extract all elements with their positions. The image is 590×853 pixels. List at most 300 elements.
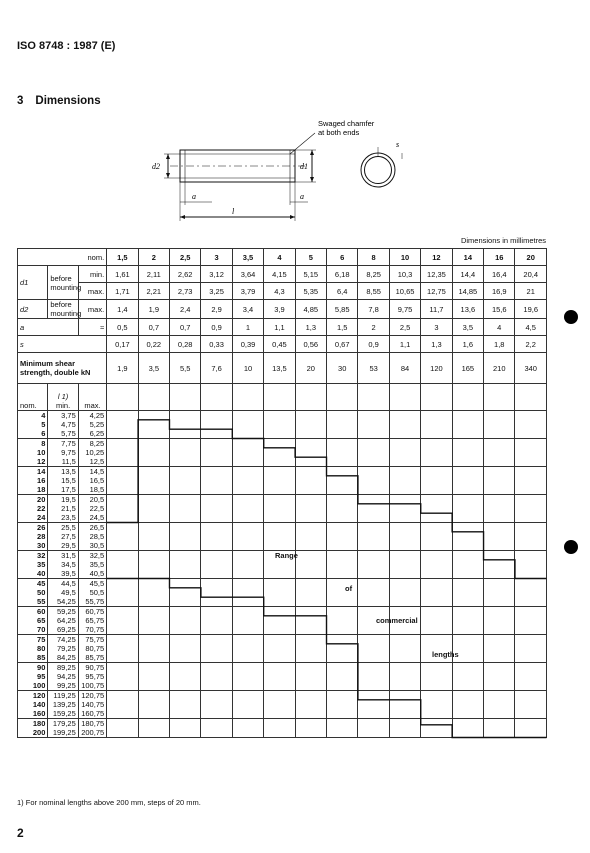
a-cell: 4,5 xyxy=(515,319,547,336)
length-min-value: 49,5 xyxy=(61,588,76,597)
range-cell xyxy=(201,635,232,663)
range-cell xyxy=(169,719,200,738)
range-cell xyxy=(327,495,358,523)
range-cell xyxy=(138,691,169,719)
length-max-value: 18,5 xyxy=(89,485,105,494)
range-cell xyxy=(421,411,452,439)
length-min-cell xyxy=(48,635,78,663)
shear-cell: 210 xyxy=(484,353,515,384)
length-min-value: 119,25 xyxy=(53,691,76,700)
length-nom-value: 60 xyxy=(37,607,46,616)
length-max-cell xyxy=(78,579,106,607)
footnote: 1) For nominal lengths above 200 mm, steps of 20 mm. xyxy=(17,798,201,807)
d1-min-cell: 10,3 xyxy=(389,266,420,283)
a-cell: 0,7 xyxy=(138,319,169,336)
s-cell: 0,22 xyxy=(138,336,169,353)
nominal-size-cell: 10 xyxy=(389,249,420,266)
length-max-value: 180,75 xyxy=(81,719,105,728)
range-cell xyxy=(484,439,515,467)
length-nom-value: 32 xyxy=(37,551,46,560)
dimensions-table xyxy=(17,248,547,738)
length-nom-value: 45 xyxy=(37,579,46,588)
empty-cell xyxy=(421,384,452,411)
range-cell xyxy=(201,551,232,579)
range-cell xyxy=(264,719,295,738)
length-min-value: 25,5 xyxy=(61,523,76,532)
nominal-size-cell: 8 xyxy=(358,249,389,266)
length-min-value: 139,25 xyxy=(52,700,76,709)
length-max-value: 90,75 xyxy=(85,663,105,672)
range-cell xyxy=(264,495,295,523)
length-group-row xyxy=(18,467,547,495)
a-approx: ≈ xyxy=(78,319,106,336)
range-cell xyxy=(327,411,358,439)
range-cell xyxy=(515,523,547,551)
length-max-value: 26,5 xyxy=(89,523,105,532)
range-cell xyxy=(389,467,420,495)
d1-max-cell: 2,73 xyxy=(169,283,200,300)
length-max-value: 40,5 xyxy=(89,569,105,578)
d2-max-cell: 13,6 xyxy=(452,300,483,319)
d1-min-cell: 3,12 xyxy=(201,266,232,283)
range-cell xyxy=(107,691,138,719)
nominal-size-cell: 14 xyxy=(452,249,483,266)
d2-max-cell: 3,9 xyxy=(264,300,295,319)
d2-max-cell: 2,4 xyxy=(169,300,200,319)
range-cell xyxy=(295,411,326,439)
shear-cell: 20 xyxy=(295,353,326,384)
section-heading xyxy=(17,95,101,107)
shear-cell: 10 xyxy=(232,353,263,384)
s-cell: 2,2 xyxy=(515,336,547,353)
s-symbol: s xyxy=(18,336,107,353)
length-nom-value: 14 xyxy=(37,467,46,476)
page-number: 2 xyxy=(17,826,24,840)
length-min-value: 5,75 xyxy=(61,429,76,438)
range-cell xyxy=(169,467,200,495)
d1-max-cell: 12,75 xyxy=(421,283,452,300)
length-nom-value: 80 xyxy=(37,644,46,653)
length-nom-cell xyxy=(18,551,48,579)
range-cell xyxy=(389,439,420,467)
range-cell xyxy=(264,523,295,551)
length-max-label: max. xyxy=(78,384,106,411)
s-cell: 0,67 xyxy=(327,336,358,353)
d1-min-cell: 4,15 xyxy=(264,266,295,283)
length-nom-value: 8 xyxy=(41,439,46,448)
range-cell xyxy=(264,439,295,467)
length-nom-value: 70 xyxy=(37,625,46,634)
shear-label: Minimum shear strength, double kN xyxy=(18,353,107,384)
d1-min-cell: 5,15 xyxy=(295,266,326,283)
a-cell: 0,5 xyxy=(107,319,138,336)
range-cell xyxy=(201,691,232,719)
length-max-value: 60,75 xyxy=(85,607,105,616)
length-nom-value: 30 xyxy=(37,541,46,550)
d2-max-cell: 15,6 xyxy=(484,300,515,319)
length-nom-cell xyxy=(18,719,48,738)
d1-min-cell: 2,62 xyxy=(169,266,200,283)
length-min-value: 89,25 xyxy=(57,663,76,672)
margin-dot xyxy=(564,540,578,554)
length-max-value: 65,75 xyxy=(85,616,105,625)
shear-cell: 1,9 xyxy=(107,353,138,384)
s-cell: 0,56 xyxy=(295,336,326,353)
length-max-value: 28,5 xyxy=(89,532,105,541)
range-text-1: Range xyxy=(275,551,298,560)
range-cell xyxy=(107,719,138,738)
length-min-value: 11,5 xyxy=(61,457,76,466)
length-nom-cell xyxy=(18,691,48,719)
shear-cell: 340 xyxy=(515,353,547,384)
document-header: ISO 8748 : 1987 (E) xyxy=(17,40,116,52)
a-symbol: a xyxy=(18,319,79,336)
d1-max-cell: 4,3 xyxy=(264,283,295,300)
range-cell xyxy=(169,607,200,635)
s-cell: 0,28 xyxy=(169,336,200,353)
range-cell xyxy=(138,635,169,663)
d2-max-cell: 1,4 xyxy=(107,300,138,319)
length-nom-cell xyxy=(18,411,48,439)
length-min-value: 9,75 xyxy=(61,448,76,457)
length-min-text: min. xyxy=(56,401,71,410)
d1-symbol: d1 xyxy=(18,266,48,300)
range-cell xyxy=(232,663,263,691)
length-max-value: 100,75 xyxy=(81,681,105,690)
range-cell xyxy=(232,467,263,495)
range-cell xyxy=(295,523,326,551)
length-nom-value: 20 xyxy=(37,495,46,504)
length-nom-value: 35 xyxy=(37,560,46,569)
a-row xyxy=(18,319,547,336)
range-cell xyxy=(138,495,169,523)
d1-min-cell: 3,64 xyxy=(232,266,263,283)
length-min-value: 21,5 xyxy=(61,504,76,513)
range-cell xyxy=(484,691,515,719)
length-nom-value: 200 xyxy=(32,728,46,737)
length-min-cell xyxy=(48,663,78,691)
empty-cell xyxy=(169,384,200,411)
d2-label: d2 xyxy=(152,162,160,171)
pin-drawing xyxy=(140,115,420,225)
length-min-value: 7,75 xyxy=(61,439,76,448)
range-cell xyxy=(421,467,452,495)
range-cell xyxy=(327,439,358,467)
a-cell: 1 xyxy=(232,319,263,336)
length-max-value: 120,75 xyxy=(81,691,105,700)
range-cell xyxy=(264,663,295,691)
d2-row xyxy=(18,300,547,319)
length-nom-value: 24 xyxy=(37,513,46,522)
empty-cell xyxy=(452,384,483,411)
range-cell xyxy=(201,607,232,635)
range-cell xyxy=(138,663,169,691)
range-cell xyxy=(107,663,138,691)
range-cell xyxy=(358,579,389,607)
range-cell xyxy=(327,635,358,663)
length-max-cell xyxy=(78,439,106,467)
range-text-3: commercial xyxy=(376,616,418,625)
range-cell xyxy=(358,495,389,523)
length-min-value: 13,5 xyxy=(61,467,76,476)
length-min-value: 159,25 xyxy=(52,709,76,718)
range-cell xyxy=(515,607,547,635)
a-cell: 3 xyxy=(421,319,452,336)
range-cell xyxy=(232,691,263,719)
d1-max-cell: 3,79 xyxy=(232,283,263,300)
l-label: l xyxy=(232,207,235,216)
range-cell xyxy=(107,495,138,523)
range-cell xyxy=(484,411,515,439)
range-cell xyxy=(327,551,358,579)
length-max-value: 6,25 xyxy=(89,429,105,438)
range-cell xyxy=(232,719,263,738)
length-max-cell xyxy=(78,691,106,719)
empty-cell xyxy=(484,384,515,411)
length-max-value: 10,25 xyxy=(85,448,105,457)
length-min-value: 19,5 xyxy=(61,495,76,504)
range-cell xyxy=(389,635,420,663)
range-cell xyxy=(201,579,232,607)
a-cell: 4 xyxy=(484,319,515,336)
length-nom-value: 26 xyxy=(37,523,46,532)
length-max-value: 8,25 xyxy=(89,439,105,448)
range-cell xyxy=(421,607,452,635)
range-cell xyxy=(452,719,483,738)
d1-max-cell: 5,35 xyxy=(295,283,326,300)
length-nom-value: 180 xyxy=(32,719,46,728)
length-nom-value: 22 xyxy=(37,504,46,513)
s-cell: 1,3 xyxy=(421,336,452,353)
length-group-row xyxy=(18,719,547,738)
d1-max-cell: 14,85 xyxy=(452,283,483,300)
section-title: Dimensions xyxy=(35,95,101,107)
range-cell xyxy=(358,663,389,691)
length-group-row xyxy=(18,579,547,607)
length-nom-cell xyxy=(18,607,48,635)
nominal-size-cell: 16 xyxy=(484,249,515,266)
length-max-value: 85,75 xyxy=(85,653,105,662)
length-nom-cell xyxy=(18,635,48,663)
nominal-size-cell: 5 xyxy=(295,249,326,266)
range-cell xyxy=(452,439,483,467)
empty-cell xyxy=(358,384,389,411)
range-cell xyxy=(107,467,138,495)
empty-cell xyxy=(389,384,420,411)
range-cell xyxy=(515,691,547,719)
range-cell xyxy=(169,691,200,719)
s-cell: 0,9 xyxy=(358,336,389,353)
length-min-value: 29,5 xyxy=(61,541,76,550)
range-cell xyxy=(515,663,547,691)
length-nom-value: 65 xyxy=(37,616,46,625)
a-cell: 2 xyxy=(358,319,389,336)
range-cell xyxy=(327,607,358,635)
empty-cell xyxy=(264,384,295,411)
range-cell xyxy=(107,551,138,579)
empty-cell xyxy=(295,384,326,411)
range-cell xyxy=(138,439,169,467)
range-cell xyxy=(295,579,326,607)
length-min-value: 3,75 xyxy=(61,411,76,420)
range-cell xyxy=(138,467,169,495)
range-cell xyxy=(232,411,263,439)
range-cell xyxy=(107,579,138,607)
range-cell xyxy=(358,691,389,719)
nominal-size-cell: 2 xyxy=(138,249,169,266)
range-cell xyxy=(452,691,483,719)
range-cell xyxy=(169,663,200,691)
range-cell xyxy=(484,635,515,663)
range-text-4: lengths xyxy=(432,650,459,659)
nominal-size-cell: 6 xyxy=(327,249,358,266)
length-max-value: 70,75 xyxy=(85,625,105,634)
s-cell: 1,6 xyxy=(452,336,483,353)
d1-max-cell: 6,4 xyxy=(327,283,358,300)
shear-cell: 84 xyxy=(389,353,420,384)
range-cell xyxy=(515,579,547,607)
d1-label: d1 xyxy=(300,162,308,171)
range-cell xyxy=(484,523,515,551)
length-min-value: 69,25 xyxy=(57,625,76,634)
range-cell xyxy=(138,551,169,579)
range-cell xyxy=(264,635,295,663)
range-cell xyxy=(232,635,263,663)
length-max-value: 22,5 xyxy=(89,504,105,513)
length-min-cell xyxy=(48,607,78,635)
length-max-cell xyxy=(78,551,106,579)
length-max-cell xyxy=(78,635,106,663)
d2-max-cell: 1,9 xyxy=(138,300,169,319)
empty-cell xyxy=(138,384,169,411)
length-nom-value: 4 xyxy=(41,411,46,420)
s-cell: 0,39 xyxy=(232,336,263,353)
length-max-value: 30,5 xyxy=(89,541,105,550)
length-nom-cell xyxy=(18,523,48,551)
callout-line-2: at both ends xyxy=(318,128,360,137)
nominal-size-cell: 4 xyxy=(264,249,295,266)
shear-row xyxy=(18,353,547,384)
a-cell: 3,5 xyxy=(452,319,483,336)
range-cell xyxy=(389,551,420,579)
length-nom-cell xyxy=(18,579,48,607)
length-min-value: 34,5 xyxy=(61,560,76,569)
range-cell xyxy=(358,439,389,467)
empty-cell xyxy=(107,384,138,411)
length-min-value: 23,5 xyxy=(61,513,76,522)
length-nom-value: 10 xyxy=(37,448,46,457)
range-cell xyxy=(421,663,452,691)
length-group-row xyxy=(18,523,547,551)
range-cell xyxy=(138,719,169,738)
range-cell xyxy=(421,691,452,719)
range-cell xyxy=(327,523,358,551)
d1-min-label: min. xyxy=(78,266,106,283)
range-cell xyxy=(169,411,200,439)
range-cell xyxy=(232,579,263,607)
length-min-cell xyxy=(48,495,78,523)
empty-cell xyxy=(201,384,232,411)
length-max-value: 140,75 xyxy=(81,700,105,709)
range-cell xyxy=(484,467,515,495)
shear-cell: 3,5 xyxy=(138,353,169,384)
range-cell xyxy=(201,439,232,467)
range-cell xyxy=(107,635,138,663)
a-label-left: a xyxy=(192,192,196,201)
length-min-cell xyxy=(48,719,78,738)
length-max-value: 55,75 xyxy=(85,597,105,606)
range-cell xyxy=(515,495,547,523)
d1-max-cell: 2,21 xyxy=(138,283,169,300)
range-cell xyxy=(421,719,452,738)
d1-min-cell: 1,61 xyxy=(107,266,138,283)
shear-cell: 120 xyxy=(421,353,452,384)
a-cell: 1,1 xyxy=(264,319,295,336)
length-max-value: 160,75 xyxy=(81,709,105,718)
range-cell xyxy=(484,579,515,607)
length-min-value: 199,25 xyxy=(52,728,76,737)
range-cell xyxy=(107,439,138,467)
range-cell xyxy=(452,411,483,439)
nominal-size-cell: 3,5 xyxy=(232,249,263,266)
d1-min-cell: 2,11 xyxy=(138,266,169,283)
range-cell xyxy=(169,495,200,523)
shear-cell: 5,5 xyxy=(169,353,200,384)
d1-max-cell: 21 xyxy=(515,283,547,300)
range-cell xyxy=(452,607,483,635)
range-cell xyxy=(232,607,263,635)
length-min-value: 4,75 xyxy=(61,420,76,429)
range-cell xyxy=(421,551,452,579)
length-nom-value: 140 xyxy=(32,700,46,709)
length-nom-value: 55 xyxy=(37,597,46,606)
range-cell xyxy=(232,551,263,579)
length-nom-cell xyxy=(18,495,48,523)
length-max-value: 12,5 xyxy=(89,457,105,466)
length-nom-value: 160 xyxy=(32,709,46,718)
length-max-value: 24,5 xyxy=(89,513,105,522)
d1-max-cell: 3,25 xyxy=(201,283,232,300)
length-min-cell xyxy=(48,691,78,719)
s-cell: 1,8 xyxy=(484,336,515,353)
d2-max-cell: 19,6 xyxy=(515,300,547,319)
nominal-size-cell: 1,5 xyxy=(107,249,138,266)
length-min-value: 39,5 xyxy=(61,569,76,578)
length-min-value: 84,25 xyxy=(57,653,76,662)
range-cell xyxy=(138,411,169,439)
range-cell xyxy=(264,411,295,439)
length-group-row xyxy=(18,411,547,439)
length-min-value: 179,25 xyxy=(52,719,76,728)
length-nom-value: 85 xyxy=(37,653,46,662)
length-group-row xyxy=(18,439,547,467)
length-min-value: 79,25 xyxy=(57,644,76,653)
length-nom-value: 5 xyxy=(41,420,46,429)
d1-max-cell: 10,65 xyxy=(389,283,420,300)
range-cell xyxy=(452,663,483,691)
length-max-value: 5,25 xyxy=(89,420,105,429)
a-label-right: a xyxy=(300,192,304,201)
length-group-row xyxy=(18,663,547,691)
range-cell xyxy=(232,523,263,551)
range-cell xyxy=(295,495,326,523)
range-cell xyxy=(484,719,515,738)
range-cell xyxy=(295,607,326,635)
range-cell xyxy=(201,411,232,439)
length-min-value: 27,5 xyxy=(61,532,76,541)
length-nom-value: 6 xyxy=(41,429,46,438)
range-cell xyxy=(107,411,138,439)
